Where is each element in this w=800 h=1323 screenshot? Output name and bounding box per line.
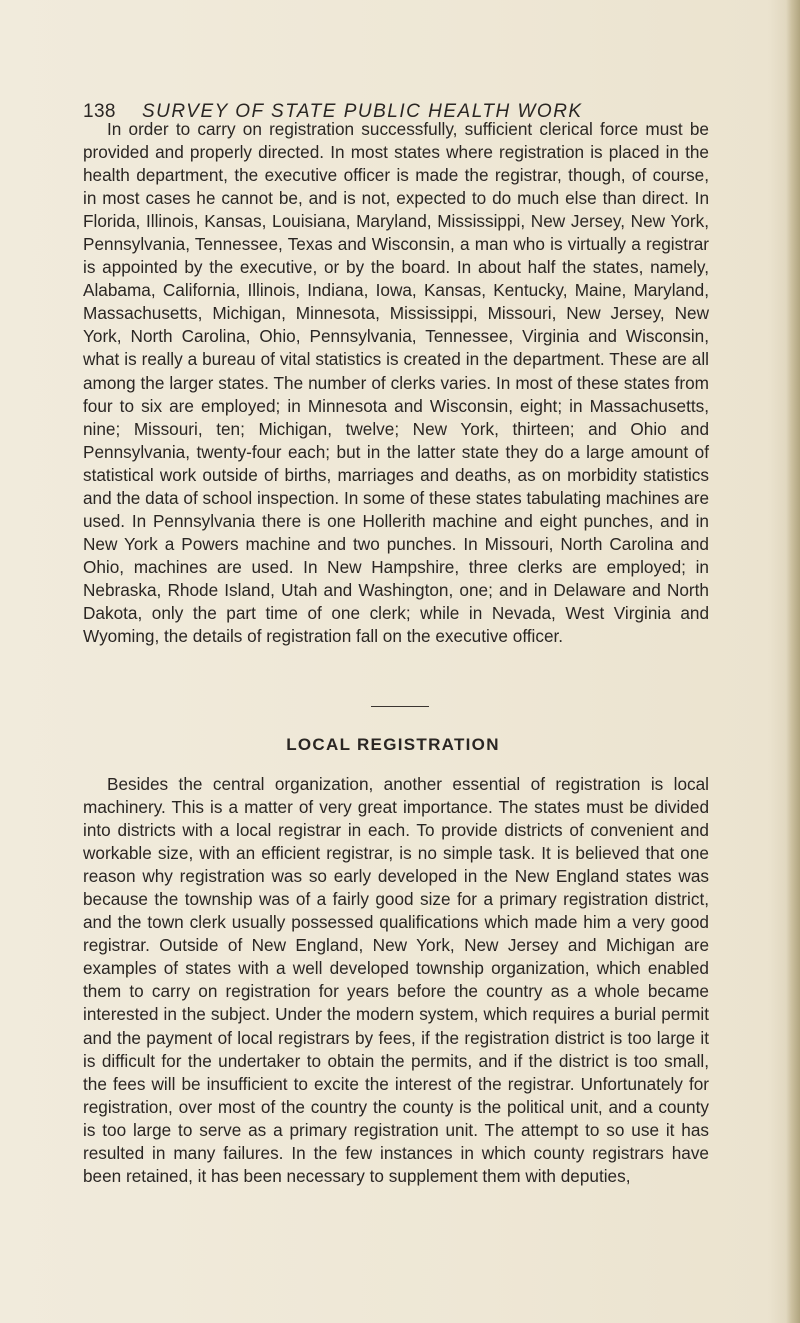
section-heading-text: LOCAL REGISTRATION xyxy=(286,735,500,754)
running-title: SURVEY OF STATE PUBLIC HEALTH WORK xyxy=(142,101,583,122)
paragraph-local-registration: Besides the central organization, another essential of registration is local machinery. This is a matter of very great importance. The states must be divided into districts with a local registrar in each. To provide districts of convenient and workable size, with an efficient registrar, is no simple task. It is believed that one reason why registration was so early developed in the New England states was because the township was of a fairly good size for a primary registration district, and the town clerk usually possessed qualifications which made him a very good registrar. Outside of New England, New York, New Jersey and Michigan are examples of states with a well developed township organization, which enabled them to carry on registration for years before the country as a whole became interested in the subject. Under the modern system, which requires a burial permit and the payment of local registrars by fees, if the registration district is too large it is difficult for the undertaker to obtain the permits, and if the district is too small, the fees will be insufficient to excite the interest of the registrar. Unfortunately for registration, over most of the country the county is the political unit, and a county is too large to serve as a primary registration unit. The attempt to so use it has resulted in many failures. In the few instances in which county registrars have been retained, it has been necessary to supplement them with deputies, xyxy=(83,774,709,1186)
paragraph-clerical-force: In order to carry on registration successfully, sufficient clerical force must be provided and properly directed. In most states where registration is placed in the health department, the executive officer is made the registrar, though, of course, in most cases he cannot be, and is not, expected to do much else than direct. In Florida, Illinois, Kansas, Louisiana, Maryland, Mississippi, New Jersey, New York, Pennsylvania, Tennessee, Texas and Wisconsin, a man who is virtually a registrar is appointed by the executive, or by the board. In about half the states, namely, Alabama, California, Illinois, Indiana, Iowa, Kansas, Kentucky, Maine, Maryland, Massachusetts, Michigan, Minnesota, Mississippi, Missouri, New Jersey, New York, North Carolina, Ohio, Pennsylvania, Tennessee, Virginia and Wisconsin, what is really a bureau of vital statistics is created in the department. These are all among the larger states. The number of clerks varies. In most of these states from four to six are employed; in Minnesota and Wisconsin, eight; in Massachusetts, nine; Missouri, ten; Michigan, twelve; New York, thirteen; and Ohio and Pennsylvania, twenty-four each; but in the latter state they do a large amount of statistical work outside of births, marriages and deaths, as on morbidity statistics and the data of school inspection. In some of these states tabulating machines are used. In Pennsylvania there is one Hollerith machine and eight punches, and in New York a Powers machine and two punches. In Missouri, North Carolina and Ohio, machines are used. In New Hampshire, three clerks are employed; in Nebraska, Rhode Island, Utah and Washington, one; and in Delaware and North Dakota, only the part time of one clerk; while in Nevada, West Virginia and Wyoming, the details of registration fall on the executive officer. xyxy=(83,119,709,647)
section-heading xyxy=(0,735,800,755)
section-divider xyxy=(371,706,429,707)
page-edge-shadow xyxy=(786,0,800,1323)
page-number: 138 xyxy=(83,101,116,122)
